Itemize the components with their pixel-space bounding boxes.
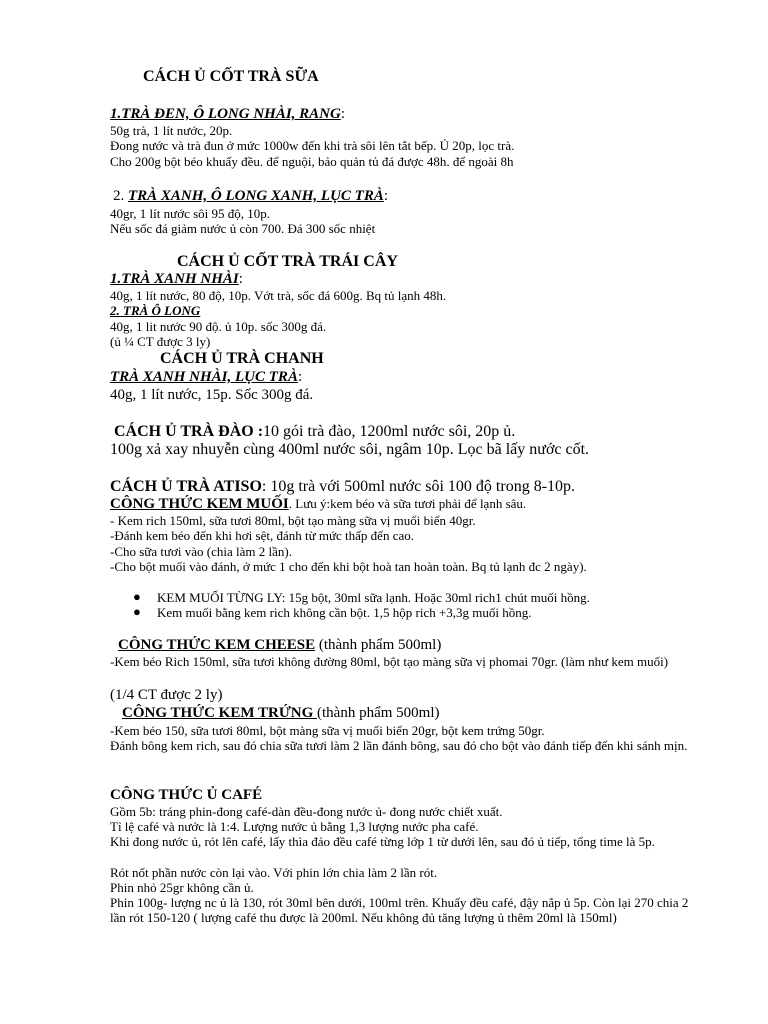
subheading-tra-den [110,106,345,123]
text-line: (1/4 CT được 2 ly) [110,687,223,703]
text-line: Rót nốt phần nước còn lại vào. Với phin lớn chia làm 2 lần rót. [110,865,438,880]
subheading-tra-xanh-luc-tra-text: TRÀ XANH NHÀI, LỤC TRÀ [110,369,298,385]
bullet-icon: ● [133,604,141,619]
heading-tra-sua: CÁCH Ủ CỐT TRÀ SỮA [143,68,319,85]
text-line: 50g trà, 1 lít nước, 20p. [110,123,233,138]
text-line: -Cho bột muối vào đánh, ở mức 1 cho đến khi bột hoà tan hoàn toàn. Bq tủ lạnh đc 2 ngày). [110,559,587,574]
subheading-colon: : [238,271,243,287]
text-line: Tỉ lệ café và nước là 1:4. Lượng nước ủ bằng 1,3 lượng nước pha café. [110,819,479,834]
text-line: -Cho sữa tươi vào (chia làm 2 lần). [110,544,292,559]
text-line: Gồm 5b: tráng phin-đong café-dàn đều-đong nước ủ- đong nước chiết xuất. [110,804,503,819]
heading-kem-cheese-rest: (thành phẩm 500ml) [315,637,442,653]
text-line: 40g, 1 lít nước, 80 độ, 10p. Vớt trà, sốc đá 600g. Bq tủ lạnh 48h. [110,288,447,303]
heading-cafe: CÔNG THỨC Ủ CAFÉ [110,787,263,803]
text-line: Nếu sốc đá giảm nước ủ còn 700. Đá 300 sốc nhiệt [110,221,376,236]
text-line: Đong nước và trà đun ở mức 1000w đến khi trà sôi lên tắt bếp. Ủ 20p, lọc trà. [110,138,515,153]
subheading-tra-xanh-text: TRÀ XANH, Ô LONG XANH, LỤC TRÀ [128,188,384,204]
text-line: 100g xả xay nhuyễn cùng 400ml nước sôi, ngâm 10p. Lọc bã lấy nước cốt. [110,441,590,458]
subheading-colon: : [297,369,303,385]
subheading-tra-xanh [113,188,388,205]
text-paragraph: Khi đong nước ủ, rót lên café, lấy thìa đảo đều café từng lớp 1 từ dưới lên, sau đó ủ tiếp, tổng time là 5p. [110,834,655,849]
subheading-tra-xanh-nhai-text: 1.TRÀ XANH NHÀI [110,271,239,287]
subheading-number: 2. [113,188,128,204]
heading-tra-dao-rest: 10 gói trà đào, 1200ml nước sôi, 20p ủ. [263,423,516,440]
text-line: 40g, 1 lit nước 90 độ. ủ 10p. sốc 300g đá. [110,319,327,334]
heading-tra-chanh: CÁCH Ủ TRÀ CHANH [160,350,324,367]
heading-kem-cheese-line [118,637,441,654]
subheading-tra-den-text: 1.TRÀ ĐEN, Ô LONG NHÀI, RANG [110,106,341,122]
heading-kem-muoi-rest: . Lưu ý:kem béo và sữa tươi phải để lạnh sâu. [288,496,527,511]
heading-atiso-rest: : 10g trà với 500ml nước sôi 100 độ trong 8-10p. [261,478,576,495]
text-line: 40gr, 1 lít nước sôi 95 độ, 10p. [110,206,271,221]
subheading-tra-xanh-nhai [110,271,243,288]
heading-kem-muoi-line [110,496,526,513]
text-line: - Kem rich 150ml, sữa tươi 80ml, bột tạo màng sữa vị muối biển 40gr. [110,513,476,528]
bullet-icon: ● [133,589,141,604]
text-line: (ủ ¼ CT được 3 ly) [110,334,211,349]
heading-kem-trung-rest: (thành phẩm 500ml) [317,705,440,721]
heading-tra-dao: CÁCH Ủ TRÀ ĐÀO : [114,423,264,440]
text-line: -Kem béo 150, sữa tươi 80ml, bột màng sữa vị muối biển 20gr, bột kem trứng 50gr. [110,723,545,738]
list-item: Kem muối bằng kem rich không cần bột. 1,5 hộp rich +3,3g muối hồng. [157,605,532,620]
subheading-colon: : [340,106,346,122]
text-line: 40g, 1 lít nước, 15p. Sốc 300g đá. [110,387,314,403]
heading-kem-muoi: CÔNG THỨC KEM MUỐI [110,496,289,512]
heading-kem-trung: CÔNG THỨC KEM TRỨNG [122,705,318,721]
text-line: Phin nhỏ 25gr không cần ủ. [110,880,254,895]
heading-atiso: CÁCH Ủ TRÀ ATISO [110,478,262,495]
text-line: -Đánh kem béo đến khi hơi sệt, đánh từ mức thấp đến cao. [110,528,414,543]
subheading-tra-o-long: 2. TRÀ Ô LONG [110,303,201,318]
heading-atiso-line [110,478,575,496]
text-paragraph: Phin 100g- lượng nc ủ là 130, rót 30ml bên dưới, 100ml trên. Khuấy đều café, đậy nắp ủ 5p. Còn lại 270 chia 2 lần rót 150-120 ( lượng café thu được là 200ml. Nếu không đủ tăng lượng ủ thêm 20ml là 150ml) [110,895,689,925]
heading-tra-dao-line [114,423,515,441]
text-paragraph: Đánh bông kem rich, sau đó chia sữa tươi làm 2 lần đánh bông, sau đó cho bột vào đánh tiếp đến khi sánh mịn. [110,738,688,753]
subheading-colon: : [383,188,389,204]
text-line: Cho 200g bột béo khuấy đều. để nguội, bảo quản tủ đá được 48h. để ngoài 8h [110,154,514,169]
text-paragraph: -Kem béo Rich 150ml, sữa tươi không đường 80ml, bột tạo màng sữa vị phomai 70gr. (làm như kem muối) [110,654,669,669]
list-item: KEM MUỐI TỪNG LY: 15g bột, 30ml sữa lạnh. Hoặc 30ml rich1 chút muối hồng. [157,590,590,605]
heading-kem-cheese: CÔNG THỨC KEM CHEESE [118,637,316,653]
heading-tra-trai-cay: CÁCH Ủ CỐT TRÀ TRÁI CÂY [177,253,398,270]
heading-kem-trung-line [122,705,440,722]
subheading-tra-xanh-luc-tra [110,369,302,386]
